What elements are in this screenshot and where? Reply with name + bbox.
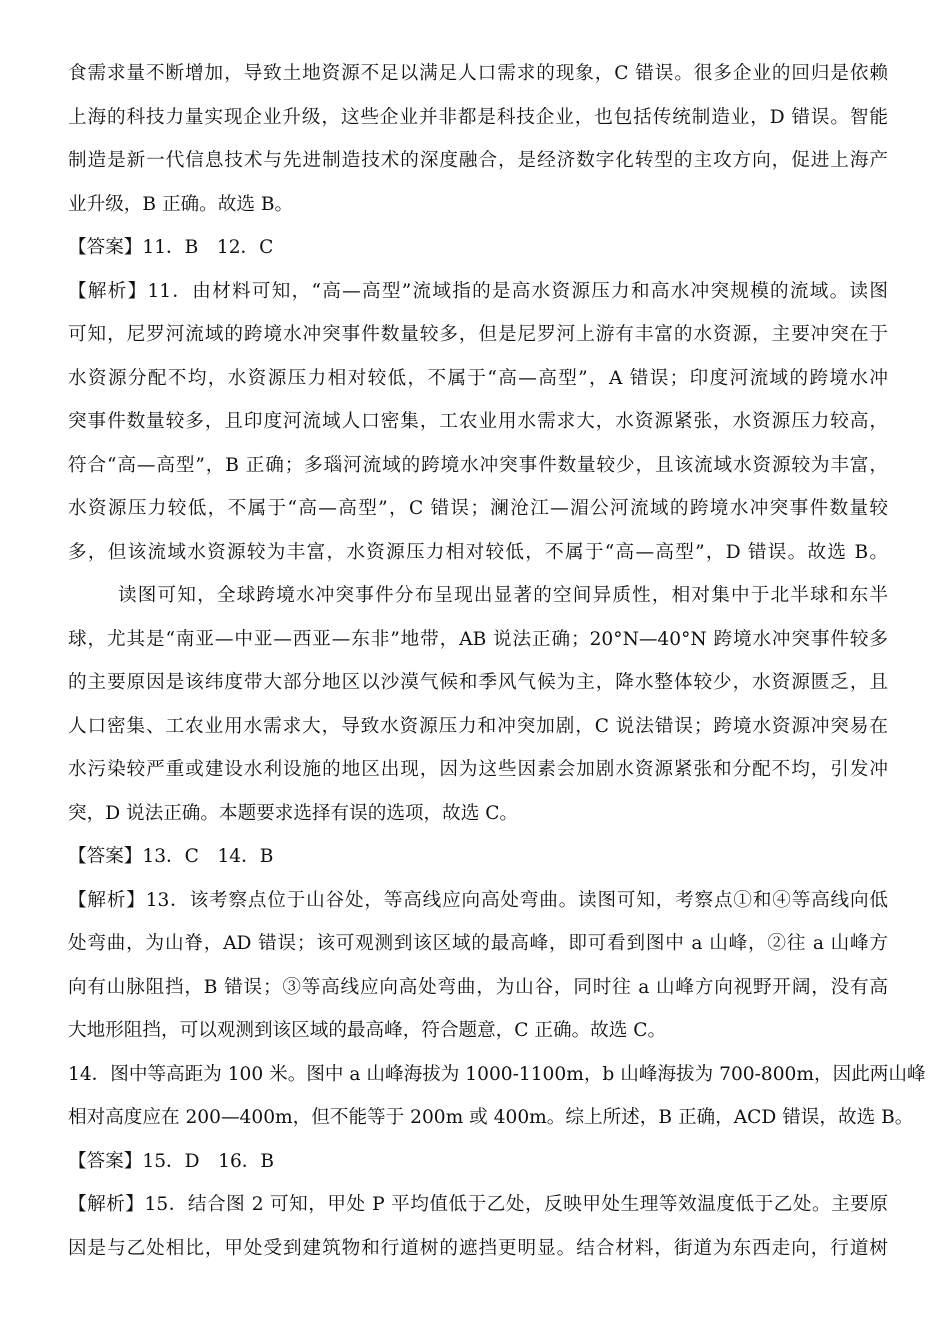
text-line: 处弯曲，为山脊，AD 错误；该可观测到该区域的最高峰，即可看到图中 a 山峰，②往 a 山峰方 [68,933,888,954]
text-line: 水资源压力较低，不属于“高—高型”，C 错误；澜沧江—湄公河流域的跨境水冲突事件数量较 [68,498,888,519]
text-line: 可知，尼罗河流域的跨境水冲突事件数量较多，但是尼罗河上游有丰富的水资源，主要冲突在于 [68,324,888,345]
text-line: 球，尤其是“南亚—中亚—西亚—东非”地带，AB 说法正确；20°N—40°N 跨境水冲突事件较多 [68,629,888,650]
text-line: 食需求量不断增加，导致土地资源不足以满足人口需求的现象，C 错误。很多企业的回归是依赖 [68,63,888,84]
answer-line: 【答案】15．D 16．B [68,1151,275,1172]
text-line: 业升级，B 正确。故选 B。 [68,194,294,215]
text-line: 上海的科技力量实现企业升级，这些企业并非都是科技企业，也包括传统制造业，D 错误。智能 [68,107,888,128]
text-line: 的主要原因是该纬度带大部分地区以沙漠气候和季风气候为主，降水整体较少，水资源匮乏，且 [68,672,888,693]
analysis-line: 【解析】15．结合图 2 可知，甲处 P 平均值低于乙处，反映甲处生理等效温度低于乙处。主要原 [68,1194,888,1215]
text-line: 14．图中等高距为 100 米。图中 a 山峰海拔为 1000-1100m，b 山峰海拔为 700-800m，因此两山峰 [68,1064,926,1085]
answer-line: 【答案】11．B 12．C [68,237,274,258]
text-line: 突事件数量较多，且印度河流域人口密集，工农业用水需求大，水资源紧张，水资源压力较高， [68,411,888,432]
text-line: 多，但该流域水资源较为丰富，水资源压力相对较低，不属于“高—高型”，D 错误。故选 B。 [68,542,888,563]
text-line: 相对高度应在 200—400m，但不能等于 200m 或 400m。综上所述，B 正确，ACD 错误，故选 B。 [68,1107,914,1128]
answer-line: 【答案】13．C 14．B [68,846,274,867]
text-line: 突，D 说法正确。本题要求选择有误的选项，故选 C。 [68,803,519,824]
text-line: 符合“高—高型”，B 正确；多瑙河流域的跨境水冲突事件数量较少，且该流域水资源较为丰富， [68,455,888,476]
text-line: 因是与乙处相比，甲处受到建筑物和行道树的遮挡更明显。结合材料，街道为东西走向，行道树 [68,1238,888,1259]
text-line: 水污染较严重或建设水利设施的地区出现，因为这些因素会加剧水资源紧张和分配不均，引发冲 [68,759,888,780]
analysis-line: 【解析】13．该考察点位于山谷处，等高线应向高处弯曲。读图可知，考察点①和④等高线向低 [68,890,888,911]
analysis-line: 【解析】11．由材料可知，“高—高型”流域指的是高水资源压力和高水冲突规模的流域。读图 [68,281,888,302]
text-line: 读图可知，全球跨境水冲突事件分布呈现出显著的空间异质性，相对集中于北半球和东半 [118,585,888,606]
text-line: 人口密集、工农业用水需求大，导致水资源压力和冲突加剧，C 说法错误；跨境水资源冲突易在 [68,716,888,737]
text-line: 制造是新一代信息技术与先进制造技术的深度融合，是经济数字化转型的主攻方向，促进上海产 [68,150,888,171]
text-line: 大地形阻挡，可以观测到该区域的最高峰，符合题意，C 正确。故选 C。 [68,1020,667,1041]
text-line: 水资源分配不均，水资源压力相对较低，不属于“高—高型”，A 错误；印度河流域的跨境水冲 [68,368,888,389]
text-line: 向有山脉阻挡，B 错误；③等高线应向高处弯曲，为山谷，同时往 a 山峰方向视野开阔，没有高 [68,977,888,998]
